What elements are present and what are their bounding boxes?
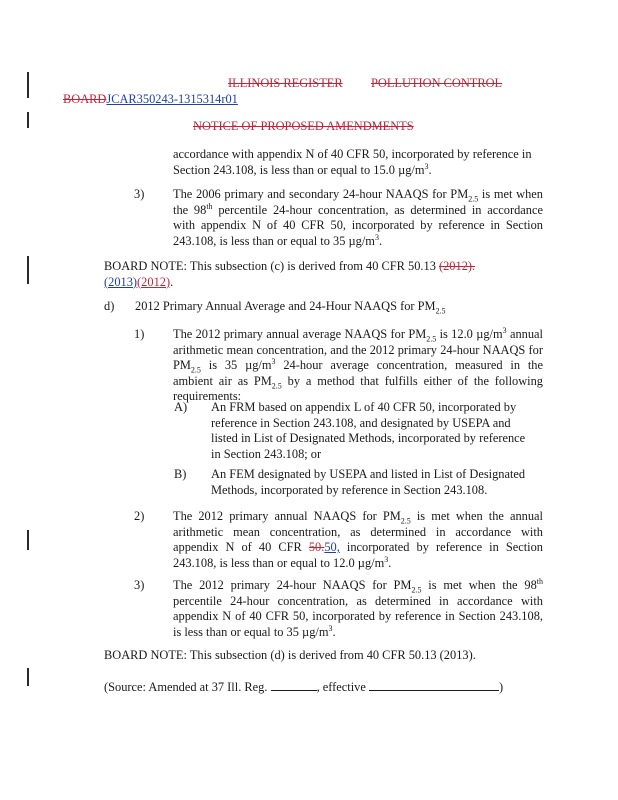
item-number: 2) (134, 509, 145, 523)
effective-date-blank (369, 679, 499, 691)
register-label: ILLINOIS REGISTER (228, 76, 343, 90)
item-number: 1) (134, 327, 145, 341)
change-bar (27, 668, 29, 686)
jcar-line (63, 92, 238, 108)
subsection-d2-paragraph: The 2012 primary annual NAAQS for $PM_{2.5}$ is met when the annual arithmetic mean concentration, as determined in accordance with appendix N of 40 CFR 50.50, incorporated by reference in Section 243.108, is less than or equal to 12.0 $\mu g/m^3$. (173, 509, 543, 570)
change-bar (27, 530, 29, 550)
source-line: (Source: Amended at 37 Ill. Reg. , effective ) (104, 680, 504, 694)
subsection-d1B-paragraph: An FEM designated by USEPA and listed in List of Designated Methods, incorporated by reference in Section 243.108. (211, 467, 526, 497)
register-blank (271, 679, 317, 691)
subsection-d1A-paragraph: An FRM based on appendix L of 40 CFR 50, incorporated by reference in Section 243.108, and designated by USEPA and listed in List of Designated Methods, incorporated by reference in Section 243.108; or (211, 400, 526, 461)
board-deleted: BOARD (63, 92, 107, 106)
change-bar (27, 72, 29, 98)
board-note-d: BOARD NOTE: This subsection (d) is derived from 40 CFR 50.13 (2013). (104, 648, 476, 662)
subsection-d-number: d) (104, 299, 115, 313)
subsection-d-title: 2012 Primary Annual Average and 24-Hour NAAQS for $PM_{2.5}$ (135, 299, 446, 316)
jcar-number: JCAR350243-1315314r01 (106, 92, 238, 106)
subsection-d1-paragraph: The 2012 primary annual average NAAQS for $PM_{2.5}$ is 12.0 $\mu g/m^3$ annual arithmetic mean concentration, and the 2012 primary 24-hour NAAQS for $PM_{2.5}$ is 35 $\mu g/m^3$ 24-hour average concentration, measured in the ambient air as $PM_{2.5}$ by a method that fulfills either of the following requirements: (173, 325, 543, 404)
subsection-d3-paragraph: The 2012 primary 24-hour NAAQS for $PM_{2.5}$ is met when the 98th percentile 24-hour concentration, as determined in accordance with appendix N of 40 CFR 50, incorporated by reference in Section 243.108, is less than or equal to 35 $\mu g/m^3$. (173, 576, 543, 639)
item-letter: A) (174, 400, 188, 414)
page-header (228, 76, 518, 92)
subsection-c3-paragraph: The 2006 primary and secondary 24-hour NAAQS for $PM_{2.5}$ is met when the 98th percentile 24-hour concentration, as determined in accordance with appendix N of 40 CFR 50, incorporated by reference in Section 243.108, is less than or equal to 35 $\mu g/m^3$. (173, 187, 544, 248)
change-bar (27, 256, 29, 284)
item-letter: B) (174, 467, 187, 481)
item-number: 3) (134, 187, 145, 201)
change-bar (27, 112, 29, 128)
notice-title: NOTICE OF PROPOSED AMENDMENTS (193, 119, 414, 133)
board-note-c: BOARD NOTE: This subsection (c) is derived from 40 CFR 50.13 (2012). (2013)(2012). (104, 259, 476, 289)
item-number: 3) (134, 578, 145, 592)
continuation-paragraph: accordance with appendix N of 40 CFR 50, incorporated by reference in Section 243.108, is less than or equal to 15.0 $\mu g/m^3$. (173, 147, 532, 177)
agency-label: POLLUTION CONTROL (371, 76, 503, 90)
